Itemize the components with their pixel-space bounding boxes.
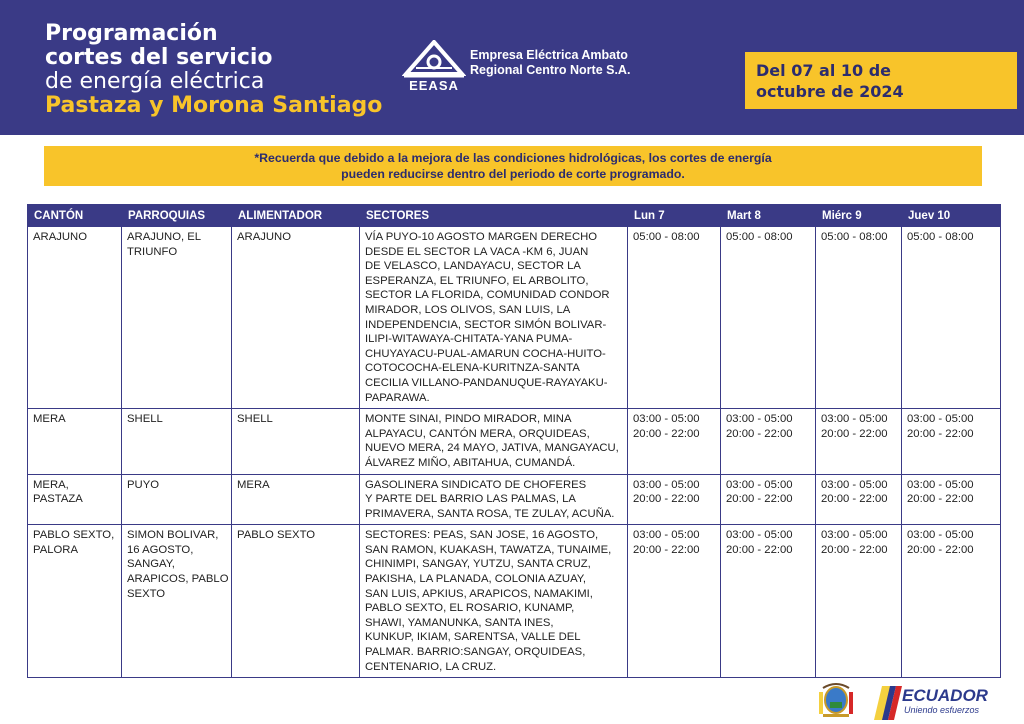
sectores-text: PABLO SEXTO, EL ROSARIO, KUNAMP, <box>365 602 575 615</box>
cell-parroquias <box>122 474 232 525</box>
parroquias-text: SHELL <box>127 413 163 426</box>
sectores-text: CHINIMPI, SANGAY, YUTZU, SANTA CRUZ, <box>365 558 591 571</box>
table-row <box>28 227 1001 409</box>
cell-canton <box>28 409 122 474</box>
table-row <box>28 409 1001 474</box>
cell-canton <box>28 227 122 409</box>
country-slogan: Uniendo esfuerzos <box>904 705 980 715</box>
mie-text: 05:00 - 08:00 <box>821 231 888 243</box>
sectores-text: ÁLVAREZ MIÑO, ABITAHUA, CUMANDÁ. <box>365 456 576 469</box>
cell-alimentador <box>232 227 360 409</box>
sectores-text: PAKISHA, LA PLANADA, COLONIA AZUAY, <box>365 573 587 586</box>
lun-text: 03:00 - 05:00 <box>633 413 700 426</box>
title-line-3: de energía eléctrica <box>45 69 265 94</box>
sectores-text: ESPERANZA, EL TRIUNFO, EL ARBOLITO, <box>365 274 589 287</box>
flag-stripes-icon <box>872 686 902 720</box>
page-title <box>45 21 383 118</box>
canton-text: PABLO SEXTO, <box>33 529 115 542</box>
sectores-text: Y PARTE DEL BARRIO LAS PALMAS, LA <box>365 493 576 506</box>
alimentador-text: SHELL <box>237 413 273 426</box>
mar-text: 05:00 - 08:00 <box>726 231 793 243</box>
cell-jue <box>902 227 1001 409</box>
column-header-jue: Juev 10 <box>902 205 1001 227</box>
column-header-alimentador: ALIMENTADOR <box>232 205 360 227</box>
mar-text: 03:00 - 05:00 <box>726 478 793 491</box>
cell-sectores <box>360 409 628 474</box>
table-body <box>28 227 1001 678</box>
mie-text: 03:00 - 05:00 <box>821 529 888 542</box>
cell-mie <box>816 227 902 409</box>
cell-parroquias <box>122 525 232 678</box>
notice-line-1: *Recuerda que debido a la mejora de las condiciones hidrológicas, los cortes de energía <box>254 151 772 165</box>
cell-lun <box>628 525 721 678</box>
title-line-1: Programación <box>45 21 218 46</box>
column-header-lun: Lun 7 <box>628 205 721 227</box>
column-header-mie: Miérc 9 <box>816 205 902 227</box>
sectores-text: MIRADOR, LOS OLIVOS, SAN LUIS, LA <box>365 303 571 316</box>
alimentador-text: PABLO SEXTO <box>237 529 316 542</box>
sectores-text: MONTE SINAI, PINDO MIRADOR, MINA <box>365 413 572 426</box>
jue-text: 03:00 - 05:00 <box>907 413 974 426</box>
sectores-text: NUEVO MERA, 24 MAYO, JATIVA, MANGAYACU, <box>365 442 619 455</box>
cell-mie <box>816 409 902 474</box>
lun-text: 05:00 - 08:00 <box>633 231 700 243</box>
sectores-text: DESDE EL SECTOR LA VACA -KM 6, JUAN <box>365 245 589 258</box>
date-range-badge <box>745 52 1017 109</box>
date-line-1: Del 07 al 10 de <box>756 61 892 80</box>
coat-of-arms-icon <box>815 678 857 720</box>
jue-text: 05:00 - 08:00 <box>907 231 974 243</box>
jue-text: 03:00 - 05:00 <box>907 478 974 491</box>
lun-text: 20:00 - 22:00 <box>633 543 700 556</box>
cell-sectores <box>360 227 628 409</box>
jue-text: 20:00 - 22:00 <box>907 427 974 440</box>
column-header-parroquias: PARROQUIAS <box>122 205 232 227</box>
canton-text: ARAJUNO <box>33 231 87 243</box>
cell-mie <box>816 525 902 678</box>
mar-text: 20:00 - 22:00 <box>726 543 793 556</box>
cell-lun <box>628 409 721 474</box>
mar-text: 20:00 - 22:00 <box>726 427 793 440</box>
parroquias-text: SIMON BOLIVAR, <box>127 529 219 542</box>
mar-text: 03:00 - 05:00 <box>726 413 793 426</box>
cell-parroquias <box>122 409 232 474</box>
cell-mar <box>721 525 816 678</box>
header-banner <box>0 0 1024 135</box>
lun-text: 03:00 - 05:00 <box>633 478 700 491</box>
sectores-text: PAPARAWA. <box>365 391 430 404</box>
sectores-text: SECTORES: PEAS, SAN JOSE, 16 AGOSTO, <box>365 529 599 542</box>
parroquias-text: ARAJUNO, EL <box>127 231 202 243</box>
ecuador-logo <box>872 686 988 720</box>
sectores-text: PALMAR. BARRIO:SANGAY, ORQUIDEAS, <box>365 646 586 659</box>
mie-text: 20:00 - 22:00 <box>821 493 888 506</box>
canton-text: PASTAZA <box>33 493 83 506</box>
sectores-text: CECILIA VILLANO-PANDANUQUE-RAYAYAKU- <box>365 376 608 389</box>
column-header-canton: CANTÓN <box>28 205 122 227</box>
sectores-text: SHAWI, YAMANUNKA, SANTA INES, <box>365 616 554 629</box>
column-header-sectores: SECTORES <box>360 205 628 227</box>
mie-text: 20:00 - 22:00 <box>821 543 888 556</box>
lun-text: 03:00 - 05:00 <box>633 529 700 542</box>
sectores-text: CENTENARIO, LA CRUZ. <box>365 660 497 673</box>
sectores-text: KUNKUP, IKIAM, SARENTSA, VALLE DEL <box>365 631 581 644</box>
notice-banner <box>44 146 982 186</box>
cell-lun <box>628 474 721 525</box>
cell-jue <box>902 525 1001 678</box>
mar-text: 20:00 - 22:00 <box>726 493 793 506</box>
sectores-text: ILIPI-WITAWAYA-CHITATA-YANA PUMA- <box>365 333 573 346</box>
sectores-text: PRIMAVERA, SANTA ROSA, TE ZULAY, ACUÑA. <box>365 507 615 520</box>
sectores-text: INDEPENDENCIA, SECTOR SIMÓN BOLIVAR- <box>365 318 607 331</box>
table-row <box>28 525 1001 678</box>
mie-text: 03:00 - 05:00 <box>821 478 888 491</box>
canton-text: MERA <box>33 413 66 426</box>
title-line-2: cortes del servicio <box>45 45 273 70</box>
jue-text: 20:00 - 22:00 <box>907 493 974 506</box>
cell-parroquias <box>122 227 232 409</box>
company-name <box>470 48 630 78</box>
sectores-text: CHUYAYACU-PUAL-AMARUN COCHA-HUITO- <box>365 347 606 360</box>
cell-alimentador <box>232 474 360 525</box>
canton-text: PALORA <box>33 543 78 556</box>
notice-line-2: pueden reducirse dentro del periodo de corte programado. <box>341 167 685 181</box>
jue-text: 20:00 - 22:00 <box>907 543 974 556</box>
sectores-text: SAN LUIS, APKIUS, ARAPICOS, NAMAKIMI, <box>365 587 593 600</box>
sectores-text: COTOCOCHA-ELENA-KURITNZA-SANTA <box>365 362 580 375</box>
cell-canton <box>28 525 122 678</box>
company-name-line-2: Regional Centro Norte S.A. <box>470 63 631 77</box>
cell-alimentador <box>232 409 360 474</box>
company-abbr: EEASA <box>409 78 459 93</box>
cell-jue <box>902 474 1001 525</box>
cell-mar <box>721 474 816 525</box>
date-line-2: octubre de 2024 <box>756 82 904 101</box>
title-line-4: Pastaza y Morona Santiago <box>45 93 383 118</box>
schedule-table <box>27 204 1001 678</box>
column-header-mar: Mart 8 <box>721 205 816 227</box>
sectores-text: SAN RAMON, KUAKASH, TAWATZA, TUNAIME, <box>365 543 612 556</box>
sectores-text: SECTOR LA FLORIDA, COMUNIDAD CONDOR <box>365 289 610 302</box>
parroquias-text: PUYO <box>127 478 160 491</box>
sectores-text: GASOLINERA SINDICATO DE CHOFERES <box>365 478 587 491</box>
parroquias-text: 16 AGOSTO, <box>127 543 194 556</box>
table-header-row <box>28 205 1001 227</box>
alimentador-text: MERA <box>237 478 270 491</box>
parroquias-text: TRIUNFO <box>127 245 178 258</box>
sectores-text: VÍA PUYO-10 AGOSTO MARGEN DERECHO <box>365 231 598 243</box>
sectores-text: ALPAYACU, CANTÓN MERA, ORQUIDEAS, <box>365 427 590 440</box>
lun-text: 20:00 - 22:00 <box>633 427 700 440</box>
parroquias-text: SANGAY, <box>127 558 175 571</box>
cell-mar <box>721 227 816 409</box>
mie-text: 20:00 - 22:00 <box>821 427 888 440</box>
cell-lun <box>628 227 721 409</box>
jue-text: 03:00 - 05:00 <box>907 529 974 542</box>
cell-mie <box>816 474 902 525</box>
cell-sectores <box>360 474 628 525</box>
eeasa-logo-icon <box>402 40 466 94</box>
mar-text: 03:00 - 05:00 <box>726 529 793 542</box>
table-row <box>28 474 1001 525</box>
mie-text: 03:00 - 05:00 <box>821 413 888 426</box>
company-logo <box>402 40 662 96</box>
company-name-line-1: Empresa Eléctrica Ambato <box>470 48 628 62</box>
cell-mar <box>721 409 816 474</box>
cell-alimentador <box>232 525 360 678</box>
cell-canton <box>28 474 122 525</box>
alimentador-text: ARAJUNO <box>237 231 291 243</box>
parroquias-text: ARAPICOS, PABLO <box>127 573 229 586</box>
cell-jue <box>902 409 1001 474</box>
lun-text: 20:00 - 22:00 <box>633 493 700 506</box>
parroquias-text: SEXTO <box>127 587 166 600</box>
sectores-text: DE VELASCO, LANDAYACU, SECTOR LA <box>365 260 581 273</box>
canton-text: MERA, <box>33 478 69 491</box>
cell-sectores <box>360 525 628 678</box>
country-wordmark: ECUADOR <box>902 686 988 705</box>
